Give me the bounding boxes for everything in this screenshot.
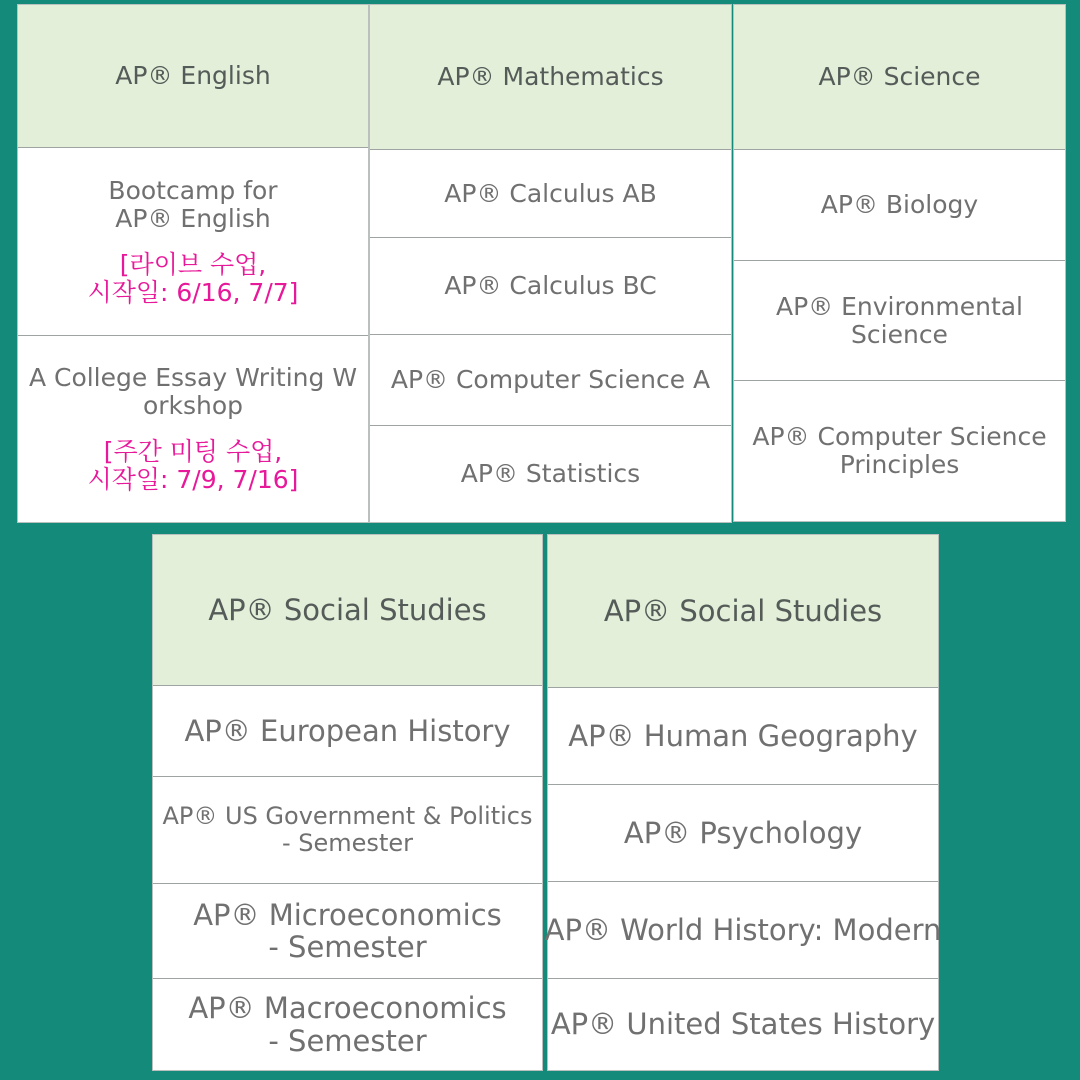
course-us-government[interactable]	[153, 776, 542, 883]
course-world-history[interactable]	[544, 881, 942, 978]
course-title: AP® Statistics	[460, 459, 641, 488]
course-title-line: AP® US Government & Politics	[162, 802, 533, 831]
course-title-line: orkshop	[142, 391, 244, 420]
social-studies-column-2	[544, 534, 942, 1071]
social-studies-header-2	[548, 535, 938, 687]
course-title: AP® Calculus BC	[444, 271, 657, 300]
course-title-line: AP® Environmental	[775, 291, 1024, 321]
science-column	[733, 4, 1066, 522]
course-college-essay[interactable]	[18, 335, 368, 522]
course-title: AP® World History: Modern	[544, 912, 942, 947]
course-title-line: Science	[851, 319, 948, 349]
english-column	[17, 4, 369, 523]
course-european-history[interactable]	[153, 685, 542, 776]
course-title: AP® Biology	[820, 190, 979, 219]
course-title-line: - Semester	[282, 829, 413, 857]
course-bootcamp-english[interactable]	[18, 147, 368, 335]
course-title-line: AP® English	[115, 203, 271, 233]
course-us-history[interactable]	[548, 978, 938, 1070]
schedule-note-line: 시작일: 6/16, 7/7]	[87, 277, 299, 307]
schedule-note	[88, 251, 299, 307]
social-header-label: AP® Social Studies	[208, 592, 487, 627]
course-macroeconomics[interactable]	[153, 978, 542, 1070]
course-title-line: Bootcamp for	[108, 175, 278, 205]
course-title-line: AP® Microeconomics	[193, 897, 502, 932]
english-header	[18, 5, 368, 147]
course-microeconomics[interactable]	[153, 883, 542, 978]
social-studies-header-1	[153, 535, 542, 685]
course-title-line: AP® Computer Science	[752, 422, 1047, 451]
course-human-geography[interactable]	[548, 687, 938, 784]
course-biology[interactable]	[734, 149, 1065, 260]
course-computer-science-a[interactable]	[370, 334, 731, 425]
math-header	[370, 5, 731, 149]
course-title: AP® Computer Science A	[390, 365, 711, 394]
schedule-note-line: [주간 미팅 수업,	[103, 437, 283, 466]
science-header-label: AP® Science	[818, 62, 981, 91]
math-column	[369, 4, 732, 523]
course-title: AP® Psychology	[623, 815, 863, 850]
course-psychology[interactable]	[548, 784, 938, 881]
course-title: AP® Calculus AB	[444, 178, 657, 208]
course-title-line: - Semester	[268, 1023, 427, 1058]
social-header-label: AP® Social Studies	[603, 593, 883, 628]
course-title: AP® Human Geography	[568, 718, 918, 753]
schedule-note	[88, 438, 299, 494]
course-title-line: Principles	[839, 450, 960, 479]
schedule-note-line: 시작일: 7/9, 7/16]	[87, 465, 299, 494]
course-statistics[interactable]	[370, 425, 731, 522]
course-calculus-bc[interactable]	[370, 237, 731, 334]
course-title-line: A College Essay Writing W	[28, 363, 358, 392]
course-title-line: - Semester	[268, 930, 427, 964]
course-environmental-science[interactable]	[734, 260, 1065, 380]
schedule-note-line: [라이브 수업,	[119, 249, 267, 279]
course-title: AP® United States History	[550, 1007, 936, 1042]
course-cs-principles[interactable]	[734, 380, 1065, 521]
english-header-label: AP® English	[115, 61, 271, 90]
course-title-line: AP® Macroeconomics	[188, 991, 507, 1026]
course-calculus-ab[interactable]	[370, 149, 731, 237]
science-header	[734, 5, 1065, 149]
math-header-label: AP® Mathematics	[437, 62, 664, 91]
social-studies-column-1	[152, 534, 543, 1071]
course-title: AP® European History	[184, 713, 511, 748]
